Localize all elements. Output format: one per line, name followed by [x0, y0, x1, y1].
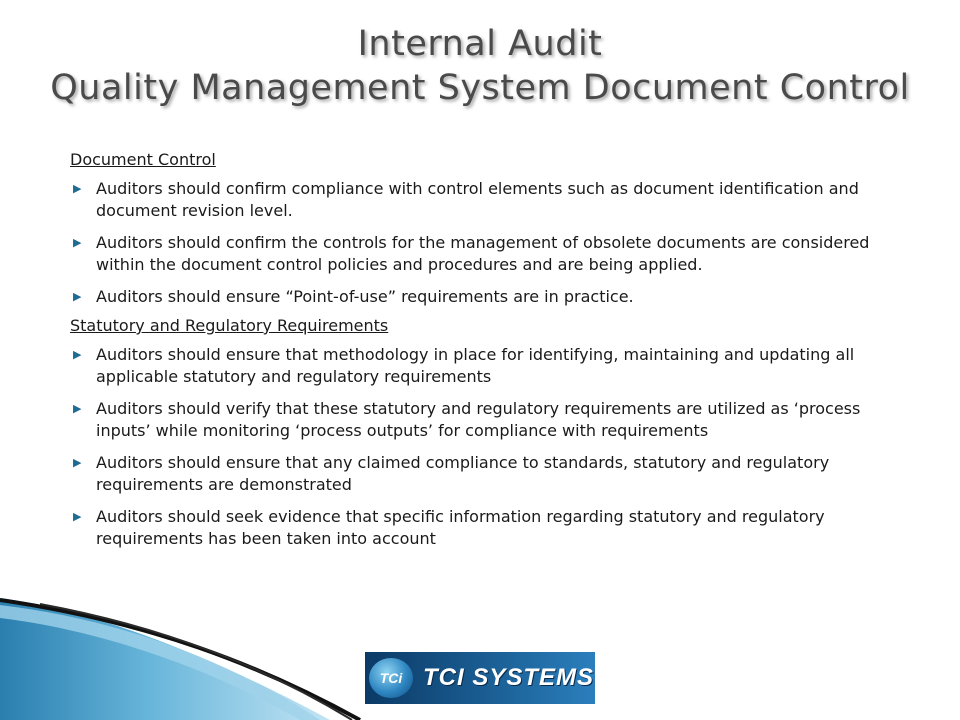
section-heading-statutory-regulatory: Statutory and Regulatory Requirements — [70, 316, 389, 335]
bullet-item — [70, 178, 900, 222]
bullet-text: Auditors should confirm the controls for the management of obsolete documents are considered within the document control policies and procedures and are being applied. — [96, 233, 870, 274]
slide-body — [70, 149, 900, 560]
bullet-text: Auditors should ensure “Point-of-use” requirements are in practice. — [96, 287, 634, 306]
bullet-item — [70, 344, 900, 388]
bullet-text: Auditors should ensure that methodology in place for identifying, maintaining and updating all applicable statutory and regulatory requirements — [96, 345, 855, 386]
bullet-item — [70, 452, 900, 496]
bullet-arrow-icon: ▶ — [73, 182, 82, 195]
logo-emblem-icon: TCi — [369, 658, 413, 698]
logo-wordmark: TCI SYSTEMS — [423, 664, 595, 691]
bullet-item — [70, 232, 900, 276]
bullet-text: Auditors should confirm compliance with control elements such as document identification and document revision level. — [96, 179, 859, 220]
bullet-arrow-icon: ▶ — [73, 236, 82, 249]
bullet-text: Auditors should verify that these statutory and regulatory requirements are utilized as ‘process inputs’ while monitoring ‘process outputs’ for compliance with requirements — [96, 399, 861, 440]
bullet-item — [70, 398, 900, 442]
bullet-arrow-icon: ▶ — [73, 456, 82, 469]
slide-title — [0, 22, 960, 110]
bullet-arrow-icon: ▶ — [73, 290, 82, 303]
bullet-arrow-icon: ▶ — [73, 510, 82, 523]
slide-title-line-1: Internal Audit — [357, 24, 603, 64]
bullet-text: Auditors should ensure that any claimed compliance to standards, statutory and regulatory requirements are demonstrated — [96, 453, 830, 494]
bullet-item — [70, 286, 900, 308]
bullet-item — [70, 506, 900, 550]
slide-title-line-2: Quality Management System Document Control — [50, 68, 910, 108]
bullet-text: Auditors should seek evidence that specific information regarding statutory and regulatory requirements has been taken into account — [96, 507, 825, 548]
bullet-arrow-icon: ▶ — [73, 348, 82, 361]
tci-systems-logo — [365, 652, 595, 704]
section-heading-document-control: Document Control — [70, 150, 216, 169]
bullet-arrow-icon: ▶ — [73, 402, 82, 415]
